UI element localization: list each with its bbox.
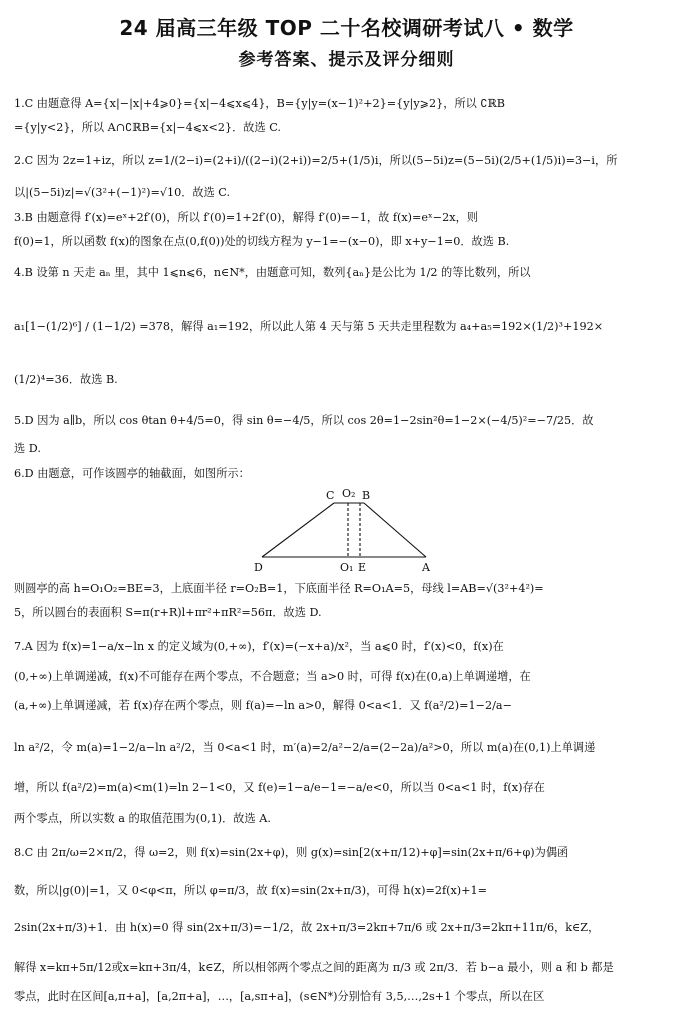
page-title: 24 届高三年级 TOP 二十名校调研考试八 • 数学 [119, 16, 574, 40]
solution-text: 数，所以|g(0)|=1，又 0<φ<π，所以 φ=π/3，故 f(x)=sin(2x+π/3)，可得 h(x)=2f(x)+1= [14, 884, 488, 897]
solution-text: 因为 f(x)=1−a/x−ln x 的定义域为(0,+∞)，f′(x)=(−x+a)/x²，当 a⩽0 时，f′(x)<0，f(x)在 [36, 640, 504, 653]
solution-text: (a,+∞)上单调递减，若 f(x)存在两个零点，则 f(a)=−ln a>0，解得 0<a<1．又 f(a²/2)=1−2/a− [14, 699, 512, 712]
page-subtitle: 参考答案、提示及评分细则 [238, 50, 455, 70]
solution-6-line-1 [14, 467, 682, 481]
solution-7-line-6 [14, 812, 682, 826]
solution-8-line-5 [14, 990, 682, 1004]
answer-number: 1.C [14, 97, 34, 110]
solution-text: f(0)=1，所以函数 f(x)的图象在点(0,f(0))处的切线方程为 y−1=−(x−0)，即 x+y−1=0．故选 B. [14, 235, 510, 248]
solution-2-line-1 [14, 154, 682, 168]
figure-label-a: A [422, 561, 430, 574]
solution-1-line-2 [14, 121, 682, 135]
solution-text: (1/2)⁴=36．故选 B. [14, 373, 118, 386]
solution-4-line-1 [14, 266, 682, 280]
answer-number: 7.A [14, 640, 33, 653]
figure-label-e: E [358, 561, 367, 574]
solution-text: a₁[1−(1/2)⁶] / (1−1/2) =378，解得 a₁=192，所以此人第 4 天与第 5 天共走里程数为 a₄+a₅=192×(1/2)³+192× [14, 320, 604, 333]
solution-text: ln a²/2，令 m(a)=1−2/a−ln a²/2，当 0<a<1 时，m′(a)=2/a²−2/a=(2−2a)/a²>0，所以 m(a)在(0,1)上单调递 [14, 741, 596, 754]
solution-4-line-3 [14, 373, 682, 387]
solution-7-line-3 [14, 699, 682, 713]
figure-edge-ba [364, 503, 426, 557]
figure-label-d: D [254, 561, 263, 574]
solution-7-line-2 [14, 670, 682, 684]
solution-text: 则圆亭的高 h=O₁O₂=BE=3，上底面半径 r=O₂B=1，下底面半径 R=O₁A=5，母线 l=AB=√(3²+4²)= [14, 582, 544, 595]
solution-8-line-2 [14, 884, 682, 898]
answer-number: 3.B [14, 211, 33, 224]
solution-5-line-1 [14, 414, 682, 428]
solution-text: 零点，此时在区间[a,π+a]，[a,2π+a]，…，[a,sπ+a]，(s∈N*)分别恰有 3,5,…,2s+1 个零点，所以在区 [14, 990, 545, 1003]
solution-6-line-3 [14, 606, 682, 620]
solution-1-line-1 [14, 97, 682, 111]
answer-number: 8.C [14, 846, 34, 859]
solution-text: 选 D. [14, 442, 41, 455]
figure-label-o1: O₁ [340, 561, 354, 574]
solution-3-line-1 [14, 211, 682, 225]
solution-text: 因为 2z=1+iz，所以 z=1/(2−i)=(2+i)/((2−i)(2+i))=2/5+(1/5)i，所以(5−5i)z=(5−5i)(2/5+(1/5)i)=3−i，所 [36, 154, 618, 167]
figure-label-c: C [326, 489, 335, 502]
solution-text: 由题意得 f′(x)=eˣ+2f′(0)，所以 f′(0)=1+2f′(0)，解得 f′(0)=−1，故 f(x)=eˣ−2x，则 [36, 211, 478, 224]
solution-text: 解得 x=kπ+5π/12或x=kπ+3π/4，k∈Z，所以相邻两个零点之间的距离为 π/3 或 2π/3．若 b−a 最小，则 a 和 b 都是 [14, 961, 614, 974]
answer-number: 2.C [14, 154, 34, 167]
solution-text: 增，所以 f(a²/2)=m(a)<m(1)=ln 2−1<0，又 f(e)=1−a/e−1=−a/e<0，所以当 0<a<1 时，f(x)存在 [14, 781, 545, 794]
solution-7-line-5 [14, 781, 682, 795]
answer-number: 6.D [14, 467, 34, 480]
solution-8-line-3 [14, 921, 682, 935]
solution-8-line-1 [14, 846, 682, 860]
solution-7-line-4 [14, 741, 682, 755]
solution-text: 以|(5−5i)z|=√(3²+(−1)²)=√10．故选 C. [14, 186, 231, 199]
solution-text: 由题意，可作该圆亭的轴截面，如图所示： [37, 467, 250, 480]
solution-text: 设第 n 天走 aₙ 里，其中 1⩽n⩽6，n∈N*，由题意可知，数列{aₙ}是公比为 1/2 的等比数列，所以 [36, 266, 531, 279]
figure-label-b: B [362, 489, 371, 502]
solution-3-line-2 [14, 235, 682, 249]
solution-5-line-2 [14, 442, 682, 456]
solution-text: (0,+∞)上单调递减，f(x)不可能存在两个零点，不合题意；当 a>0 时，可得 f(x)在(0,a)上单调递增，在 [14, 670, 531, 683]
solution-text: 5，所以圆台的表面积 S=π(r+R)l+πr²+πR²=56π．故选 D. [14, 606, 322, 619]
figure-label-o2: O₂ [342, 487, 356, 500]
solution-text: 两个零点，所以实数 a 的取值范围为(0,1)．故选 A. [14, 812, 271, 825]
solution-text: 由 2π/ω=2×π/2，得 ω=2，则 f(x)=sin(2x+φ)，则 g(x)=sin[2(x+π/12)+φ]=sin(2x+π/6+φ)为偶函 [36, 846, 569, 859]
solution-text: 2sin(2x+π/3)+1．由 h(x)=0 得 sin(2x+π/3)=−1/2，故 2x+π/3=2kπ+7π/6 或 2x+π/3=2kπ+11π/6，k∈Z， [14, 921, 600, 934]
solution-2-line-2 [14, 186, 682, 200]
solution-4-line-2 [14, 320, 682, 334]
frustum-axial-section-figure [250, 483, 440, 575]
solution-8-line-4 [14, 961, 682, 975]
solution-6-line-2 [14, 582, 682, 596]
solution-7-line-1 [14, 640, 682, 654]
solution-text: ={y|y<2}，所以 A∩∁ℝB={x|−4⩽x<2}．故选 C. [14, 121, 281, 134]
solution-text: 因为 a∥b，所以 cos θtan θ+4/5=0，得 sin θ=−4/5，所以 cos 2θ=1−2sin²θ=1−2×(−4/5)²=−7/25．故 [37, 414, 594, 427]
figure-edge-dc [262, 503, 334, 557]
solution-text: 由题意得 A={x|−|x|+4⩾0}={x|−4⩽x⩽4}，B={y|y=(x−1)²+2}={y|y⩾2}，所以 ∁ℝB [36, 97, 506, 110]
answer-number: 4.B [14, 266, 33, 279]
answer-number: 5.D [14, 414, 34, 427]
